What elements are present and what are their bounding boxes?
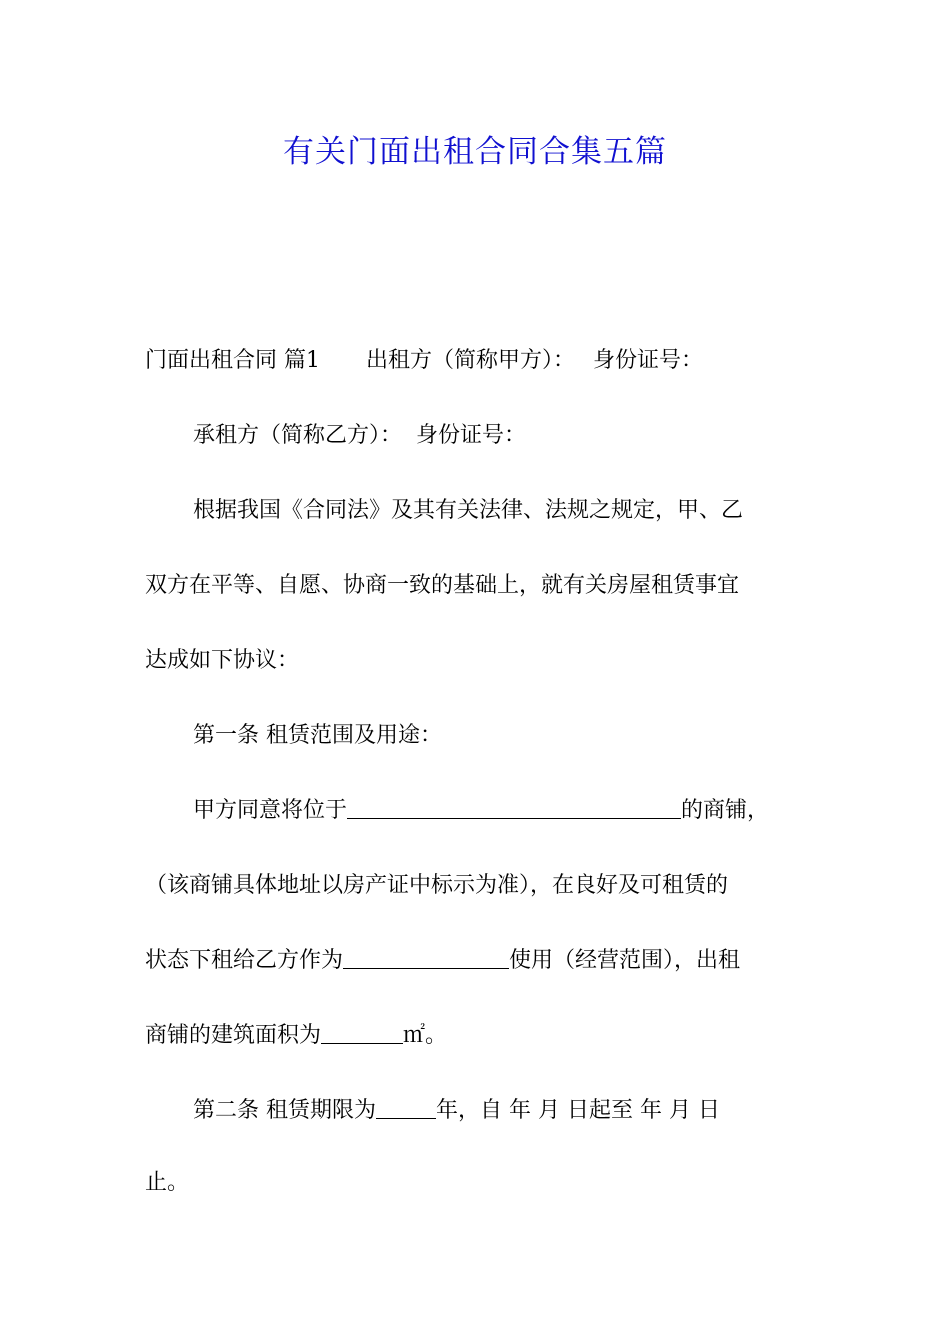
- paragraph-line: 根据我国《合同法》及其有关法律、法规之规定，甲、乙: [193, 498, 744, 523]
- lessee-line: [193, 420, 526, 452]
- paragraph-line: 止。: [145, 1170, 190, 1195]
- area-blank: [321, 1023, 403, 1044]
- paragraph-line: 达成如下协议：: [145, 648, 300, 673]
- lessee-label: 承租方（简称乙方）：: [193, 423, 403, 448]
- document-title: 有关门面出租合同合集五篇: [283, 134, 667, 170]
- usage-line: 状态下租给乙方作为 使用（经营范围），出租: [145, 948, 741, 973]
- area-line: 商铺的建筑面积为 ㎡。: [145, 1023, 448, 1048]
- paragraph-line: 双方在平等、自愿、协商一致的基础上，就有关房屋租赁事宜: [145, 573, 740, 598]
- contract-heading-line: [145, 345, 703, 377]
- lessor-label: 出租方（简称甲方）：: [366, 348, 576, 373]
- term-line: 第二条 租赁期限为 年，自 年 月 日起至 年 月 日: [193, 1098, 720, 1123]
- contract-heading: 门面出租合同 篇1: [145, 348, 320, 373]
- article-one-heading: 第一条 租赁范围及用途：: [193, 723, 442, 748]
- term-years-blank: [376, 1098, 436, 1119]
- lessee-id-label: 身份证号：: [416, 423, 527, 448]
- location-line: 甲方同意将位于 的商铺，: [193, 798, 770, 823]
- usage-blank: [343, 948, 509, 969]
- paragraph-line: （该商铺具体地址以房产证中标示为准），在良好及可租赁的: [145, 873, 729, 898]
- lessor-id-label: 身份证号：: [593, 348, 704, 373]
- location-blank: [347, 798, 681, 819]
